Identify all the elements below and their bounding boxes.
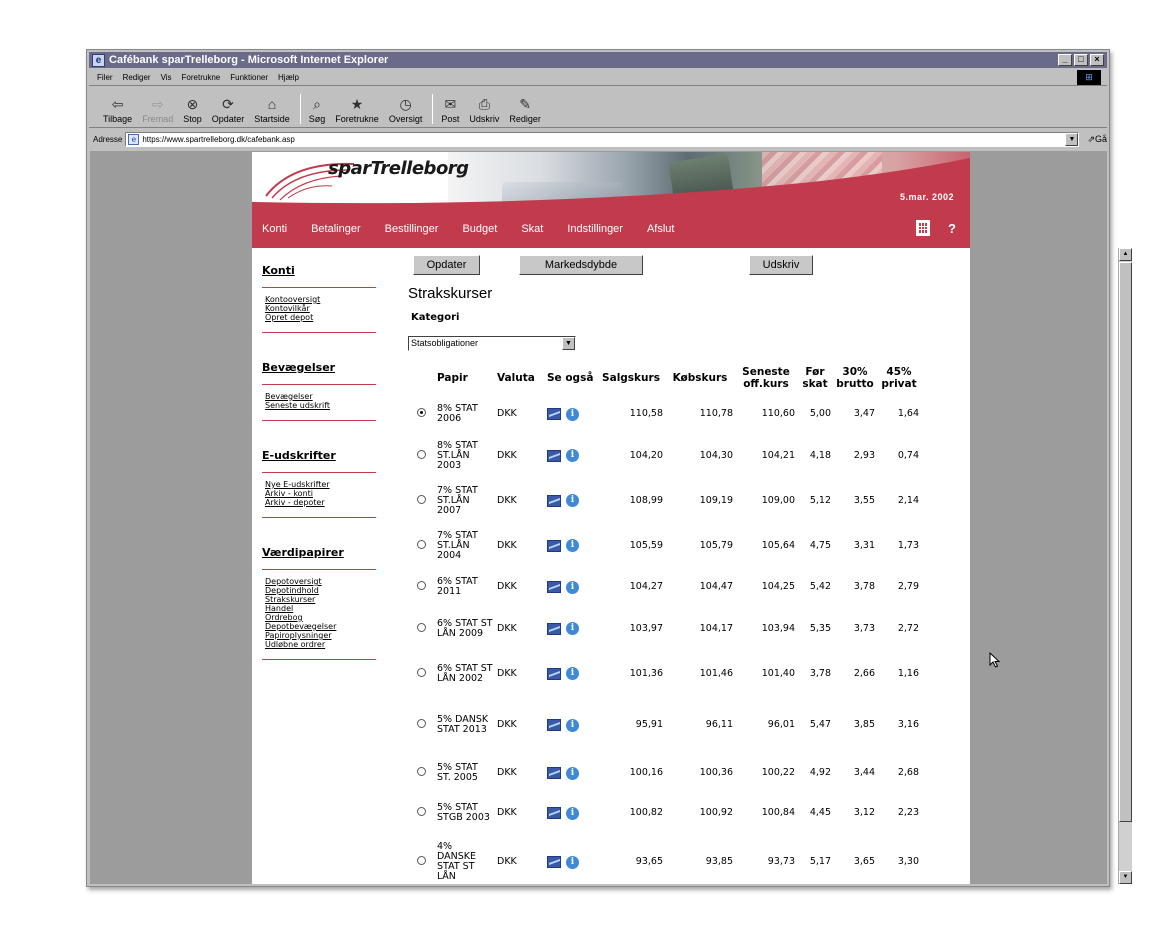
header-radio: [407, 361, 435, 395]
cell-30-brutto: 3,85: [853, 719, 875, 730]
print-button-label: Udskriv: [469, 114, 500, 124]
cell-papir: 7% STAT ST.LÅN 2007: [437, 484, 478, 516]
chart-icon[interactable]: [547, 668, 561, 680]
cell-valuta: DKK: [497, 494, 517, 506]
cell-45-privat: 1,73: [897, 539, 919, 551]
history-button[interactable]: [389, 96, 423, 127]
back-arrow-icon: ⇦: [111, 96, 124, 112]
forward-button-label: Fremad: [142, 114, 174, 124]
home-button-label: Startside: [254, 114, 290, 124]
sidebar-link[interactable]: Opret depot: [265, 313, 314, 322]
row-radio-cell: [407, 568, 435, 606]
mail-button-label: Post: [441, 114, 460, 124]
category-label: Kategori: [411, 312, 460, 323]
cell-papir: 8% STAT 2006: [437, 403, 478, 424]
search-button-label: Søg: [308, 114, 326, 124]
cell-papir: 6% STAT ST LÅN 2002: [437, 662, 493, 684]
sidebar-link[interactable]: Seneste udskrift: [265, 401, 331, 410]
nav-skat[interactable]: Skat: [521, 223, 544, 235]
sidebar-heading[interactable]: E-udskrifter: [262, 449, 376, 473]
cell-salgskurs: 104,27: [629, 581, 663, 592]
menu-funktioner[interactable]: Funktioner: [230, 72, 269, 82]
sidebar-section-bevaegelser: [262, 361, 376, 421]
chart-icon[interactable]: [547, 540, 561, 552]
info-icon[interactable]: i: [566, 767, 579, 780]
table-row[interactable]: [407, 696, 921, 754]
sidebar-link[interactable]: Kontovilkår: [265, 304, 310, 313]
cell-seneste: 109,00: [761, 494, 795, 506]
window-title: Cafébank sparTrelleborg - Microsoft Internet Explorer: [109, 54, 389, 66]
cell-kobskurs: 96,11: [705, 719, 733, 730]
sidebar-section-vaerdipapirer: [262, 546, 376, 660]
address-label: Adresse: [93, 134, 123, 144]
back-button-label: Tilbage: [103, 114, 133, 124]
sidebar-link[interactable]: Papiroplysninger: [265, 631, 332, 640]
sidebar-heading[interactable]: Konti: [262, 264, 376, 288]
row-radio-cell: [407, 792, 435, 834]
cell-45-privat: 3,30: [897, 856, 919, 867]
category-select-value: Statsobligationer: [411, 338, 479, 348]
row-radio-cell: [407, 696, 435, 754]
cell-kobskurs: 93,85: [705, 856, 733, 867]
print-icon: ⎙: [478, 96, 490, 112]
cell-valuta: DKK: [497, 449, 517, 461]
cell-valuta: DKK: [497, 667, 517, 679]
sidebar: [262, 264, 376, 688]
address-dropdown-icon[interactable]: ▼: [1065, 133, 1078, 146]
cell-45-privat: 2,14: [897, 494, 919, 506]
nav-budget[interactable]: Budget: [462, 223, 498, 235]
cell-salgskurs: 108,99: [629, 494, 663, 506]
info-icon[interactable]: i: [566, 494, 579, 507]
forward-button[interactable]: [142, 96, 173, 127]
cell-for-skat: 4,92: [809, 767, 831, 778]
cell-for-skat: 5,42: [809, 581, 831, 592]
cell-papir: 7% STAT ST.LÅN 2004: [437, 529, 478, 561]
bank-site: [252, 152, 1129, 884]
cell-seneste: 110,60: [761, 408, 795, 419]
cell-papir: 5% STAT ST. 2005: [437, 762, 478, 783]
cell-salgskurs: 104,20: [629, 449, 663, 461]
cell-valuta: DKK: [497, 767, 517, 778]
go-button[interactable]: [1087, 134, 1107, 145]
sidebar-links: [262, 480, 376, 518]
cell-for-skat: 5,00: [809, 408, 831, 419]
cell-for-skat: 4,18: [809, 449, 831, 461]
cell-kobskurs: 104,30: [699, 449, 733, 461]
cell-valuta: DKK: [497, 807, 517, 818]
row-radio[interactable]: [417, 581, 426, 590]
chevron-down-icon[interactable]: ▼: [562, 337, 575, 350]
header-for-skat: Før skat: [802, 366, 828, 390]
row-radio-cell: [407, 433, 435, 478]
cell-valuta: DKK: [497, 539, 517, 551]
windows-logo-icon: ⊞: [1077, 70, 1101, 85]
row-radio[interactable]: [417, 495, 426, 504]
chart-icon[interactable]: [547, 623, 561, 635]
cell-30-brutto: 3,65: [853, 856, 875, 867]
row-radio[interactable]: [417, 450, 426, 459]
row-radio[interactable]: [417, 668, 426, 677]
minimize-button[interactable]: _: [1058, 54, 1072, 66]
cell-seneste: 101,40: [761, 667, 795, 679]
sidebar-link[interactable]: Depotbevægelser: [265, 622, 337, 631]
refresh-icon: ⟳: [222, 96, 234, 112]
table-row[interactable]: [407, 568, 921, 606]
row-radio-cell: [407, 523, 435, 568]
sidebar-link[interactable]: Depotindhold: [265, 586, 319, 595]
header-valuta: Valuta: [497, 372, 535, 384]
row-radio-cell: [407, 651, 435, 696]
chart-icon[interactable]: [547, 581, 561, 593]
info-icon[interactable]: i: [566, 408, 579, 421]
address-input[interactable]: [125, 132, 1079, 147]
row-radio-cell: [407, 754, 435, 792]
favorites-icon: ★: [350, 96, 364, 112]
cell-kobskurs: 105,79: [699, 539, 733, 551]
header-salgskurs: Salgskurs: [602, 372, 660, 384]
cell-salgskurs: 101,36: [629, 667, 663, 679]
sidebar-link[interactable]: Strakskurser: [265, 595, 316, 604]
cell-45-privat: 2,23: [897, 807, 919, 818]
cell-kobskurs: 100,92: [699, 807, 733, 818]
cell-se-ogsaa: [545, 696, 597, 754]
scroll-thumb[interactable]: [1119, 262, 1132, 822]
favorites-button[interactable]: [335, 96, 379, 127]
nav-betalinger[interactable]: Betalinger: [311, 223, 361, 235]
cell-for-skat: 5,35: [809, 622, 831, 634]
window-controls: [1058, 54, 1104, 66]
nav-tools: [916, 220, 956, 236]
table-row[interactable]: [407, 523, 921, 568]
row-radio-cell: [407, 834, 435, 890]
table-row[interactable]: [407, 651, 921, 696]
header-30-brutto: 30% brutto: [836, 366, 874, 390]
main-content: [407, 248, 947, 884]
help-icon[interactable]: ?: [948, 220, 956, 236]
cell-for-skat: 5,47: [809, 719, 831, 730]
info-icon[interactable]: i: [566, 622, 579, 635]
edit-button-label: Rediger: [509, 114, 541, 124]
info-icon[interactable]: i: [566, 581, 579, 594]
cell-seneste: 103,94: [761, 622, 795, 634]
history-icon: ◷: [399, 96, 412, 112]
stop-icon: ⊗: [186, 96, 199, 112]
sidebar-link[interactable]: Ordrebog: [265, 613, 303, 622]
row-radio[interactable]: [417, 540, 426, 549]
site-nav: [252, 210, 970, 248]
cell-seneste: 96,01: [767, 719, 795, 730]
sidebar-section-e-udskrifter: [262, 449, 376, 518]
nav-bestillinger[interactable]: Bestillinger: [384, 223, 439, 235]
home-button[interactable]: [254, 96, 290, 127]
cell-se-ogsaa: [545, 651, 597, 696]
nav-konti[interactable]: Konti: [262, 223, 288, 235]
cell-30-brutto: 3,44: [853, 767, 875, 778]
toolbar: [89, 88, 1107, 128]
chart-icon[interactable]: [547, 767, 561, 779]
category-select[interactable]: [408, 336, 576, 351]
sidebar-link[interactable]: Nye E-udskrifter: [265, 480, 330, 489]
info-icon[interactable]: i: [566, 539, 579, 552]
cell-se-ogsaa: [545, 523, 597, 568]
address-bar: [89, 130, 1107, 148]
cell-valuta: DKK: [497, 622, 517, 634]
table-row[interactable]: [407, 433, 921, 478]
mail-icon: ✉: [444, 96, 457, 112]
update-button[interactable]: Opdater: [413, 255, 480, 275]
cell-se-ogsaa: [545, 433, 597, 478]
stop-button-label: Stop: [183, 114, 202, 124]
row-radio-cell: [407, 478, 435, 523]
cell-salgskurs: 100,82: [629, 807, 663, 818]
print-button[interactable]: [469, 96, 499, 127]
sidebar-links: [262, 577, 376, 660]
header-se-ogsaa: Se også: [547, 372, 594, 384]
cell-papir: 5% DANSK STAT 2013: [437, 714, 489, 735]
cell-salgskurs: 93,65: [635, 856, 663, 867]
brand-name: sparTrelleborg: [328, 158, 469, 179]
cell-kobskurs: 109,19: [699, 494, 733, 506]
cell-se-ogsaa: [545, 568, 597, 606]
menu-hjaelp[interactable]: Hjælp: [278, 72, 299, 82]
row-radio-cell: [407, 395, 435, 433]
print-page-button[interactable]: Udskriv: [749, 255, 813, 275]
row-radio[interactable]: [417, 807, 426, 816]
menu-foretrukne[interactable]: Foretrukne: [181, 72, 221, 82]
go-label: Gå: [1094, 133, 1107, 144]
quotes-table: [407, 361, 921, 890]
vertical-scrollbar[interactable]: [1118, 248, 1132, 884]
cell-se-ogsaa: [545, 792, 597, 834]
refresh-button[interactable]: [212, 96, 245, 127]
cell-papir: 8% STAT ST.LÅN 2003: [437, 439, 478, 471]
cell-45-privat: 2,72: [897, 622, 919, 634]
chart-icon[interactable]: [547, 450, 561, 462]
cell-papir: 4% DANSKE STAT ST LÅN: [437, 841, 477, 882]
info-icon[interactable]: i: [566, 449, 579, 462]
favorites-button-label: Foretrukne: [335, 114, 379, 124]
sidebar-link[interactable]: Udløbne ordrer: [265, 640, 326, 649]
page-title: Strakskurser: [408, 285, 493, 302]
header-papir: Papir: [437, 372, 468, 384]
header-kobskurs: Købskurs: [672, 372, 728, 384]
sidebar-link[interactable]: Arkiv - depoter: [265, 498, 325, 507]
header-45-privat: 45% privat: [881, 366, 917, 390]
cell-30-brutto: 3,47: [853, 408, 875, 419]
menu-filer[interactable]: Filer: [97, 72, 113, 82]
sidebar-link[interactable]: Bevægelser: [265, 392, 313, 401]
cell-valuta: DKK: [497, 581, 517, 592]
row-radio[interactable]: [417, 408, 426, 417]
cell-45-privat: 1,64: [897, 408, 919, 419]
row-radio[interactable]: [417, 623, 426, 632]
search-icon: ⌕: [313, 96, 321, 112]
cell-se-ogsaa: [545, 395, 597, 433]
toolbar-separator: [300, 94, 301, 124]
forward-arrow-icon: ⇨: [151, 96, 164, 112]
nav-indstillinger[interactable]: Indstillinger: [567, 223, 623, 235]
market-depth-button[interactable]: Markedsdybde: [519, 255, 643, 275]
sidebar-link[interactable]: Depotoversigt: [265, 577, 322, 586]
cell-valuta: DKK: [497, 408, 517, 419]
info-icon[interactable]: i: [566, 856, 579, 869]
cell-seneste: 104,21: [761, 449, 795, 461]
chart-icon[interactable]: [547, 495, 561, 507]
cell-kobskurs: 110,78: [699, 408, 733, 419]
cell-seneste: 105,64: [761, 539, 795, 551]
sidebar-link[interactable]: Arkiv - konti: [265, 489, 313, 498]
sidebar-heading[interactable]: Bevægelser: [262, 361, 376, 385]
menu-bar: [89, 69, 1107, 86]
cell-kobskurs: 104,17: [699, 622, 733, 634]
header-seneste: Seneste off.kurs: [742, 366, 790, 390]
quotes-body: [407, 395, 921, 890]
refresh-button-label: Opdater: [211, 114, 245, 124]
cell-salgskurs: 95,91: [635, 719, 663, 730]
cell-for-skat: 3,78: [809, 667, 831, 679]
mail-button[interactable]: [441, 96, 459, 127]
cell-papir: 5% STAT STGB 2003: [437, 802, 490, 823]
cell-se-ogsaa: [545, 754, 597, 792]
sidebar-heading[interactable]: Værdipapirer: [262, 546, 376, 570]
cell-seneste: 104,25: [761, 581, 795, 592]
mouse-cursor-icon: [989, 652, 1001, 669]
sidebar-link[interactable]: Handel: [265, 604, 294, 613]
banner-date: 5.mar. 2002: [899, 192, 954, 202]
cell-seneste: 100,22: [761, 767, 795, 778]
table-header-row: [407, 361, 921, 395]
chart-icon[interactable]: [547, 856, 561, 868]
page-icon: e: [128, 134, 139, 145]
cell-se-ogsaa: [545, 478, 597, 523]
cell-salgskurs: 105,59: [629, 539, 663, 551]
chart-icon[interactable]: [547, 807, 561, 819]
cell-seneste: 100,84: [761, 807, 795, 818]
sidebar-links: [262, 295, 376, 333]
cell-30-brutto: 3,73: [853, 622, 875, 634]
cell-se-ogsaa: [545, 834, 597, 890]
cell-seneste: 93,73: [767, 856, 795, 867]
go-arrow-icon: ⇗: [1087, 133, 1095, 144]
cell-30-brutto: 3,55: [853, 494, 875, 506]
cell-kobskurs: 104,47: [699, 581, 733, 592]
cell-for-skat: 5,12: [809, 494, 831, 506]
close-button[interactable]: ×: [1090, 54, 1104, 66]
table-row[interactable]: [407, 478, 921, 523]
nav-afslut[interactable]: Afslut: [646, 223, 675, 235]
cell-for-skat: 4,45: [809, 807, 831, 818]
info-icon[interactable]: i: [566, 667, 579, 680]
table-row[interactable]: [407, 606, 921, 651]
back-button[interactable]: [103, 96, 132, 127]
cell-for-skat: 4,75: [809, 539, 831, 551]
cell-45-privat: 2,68: [897, 767, 919, 778]
row-radio[interactable]: [417, 856, 426, 865]
address-url: https://www.spartrelleborg.dk/cafebank.asp: [142, 134, 295, 144]
menu-vis[interactable]: Vis: [160, 72, 172, 82]
cell-salgskurs: 100,16: [629, 767, 663, 778]
row-radio-cell: [407, 606, 435, 651]
sidebar-link[interactable]: Kontooversigt: [265, 295, 321, 304]
calculator-icon[interactable]: [916, 220, 930, 236]
browser-window: [86, 49, 1129, 887]
cell-se-ogsaa: [545, 606, 597, 651]
chart-icon[interactable]: [547, 719, 561, 731]
table-row[interactable]: [407, 834, 921, 890]
cell-30-brutto: 2,66: [853, 667, 875, 679]
table-row[interactable]: [407, 754, 921, 792]
site-banner: [252, 152, 970, 210]
sidebar-links: [262, 392, 376, 421]
edit-icon: ✎: [519, 96, 531, 112]
row-radio[interactable]: [417, 767, 426, 776]
chart-icon[interactable]: [547, 408, 561, 420]
stop-button[interactable]: [183, 96, 202, 127]
scroll-down-icon[interactable]: ▼: [1119, 871, 1132, 884]
cell-salgskurs: 103,97: [629, 622, 663, 634]
title-bar: [89, 52, 1107, 68]
cell-for-skat: 5,17: [809, 856, 831, 867]
sidebar-section-konti: [262, 264, 376, 333]
history-button-label: Oversigt: [388, 114, 423, 124]
cell-45-privat: 1,16: [897, 667, 919, 679]
cell-45-privat: 3,16: [897, 719, 919, 730]
table-row[interactable]: [407, 792, 921, 834]
cell-45-privat: 0,74: [897, 449, 919, 461]
cell-valuta: DKK: [497, 856, 517, 867]
cell-30-brutto: 2,93: [853, 449, 875, 461]
page-viewport: [90, 151, 1129, 884]
search-button[interactable]: [309, 96, 326, 127]
menu-rediger[interactable]: Rediger: [122, 72, 151, 82]
cell-45-privat: 2,79: [897, 581, 919, 592]
cell-valuta: DKK: [497, 719, 517, 730]
cell-papir: 6% STAT 2011: [437, 576, 478, 597]
ie-logo-icon: e: [92, 54, 105, 67]
cell-kobskurs: 101,46: [699, 667, 733, 679]
info-icon[interactable]: i: [566, 807, 579, 820]
scroll-up-icon[interactable]: ▲: [1119, 248, 1132, 261]
cell-30-brutto: 3,31: [853, 539, 875, 551]
cell-salgskurs: 110,58: [629, 408, 663, 419]
action-buttons: [413, 255, 933, 275]
edit-button[interactable]: [509, 96, 541, 127]
maximize-button[interactable]: □: [1074, 54, 1088, 66]
cell-kobskurs: 100,36: [699, 767, 733, 778]
row-radio[interactable]: [417, 719, 426, 728]
cell-30-brutto: 3,12: [853, 807, 875, 818]
table-row[interactable]: [407, 395, 921, 433]
info-icon[interactable]: i: [566, 719, 579, 732]
toolbar-separator: [432, 94, 433, 124]
cell-30-brutto: 3,78: [853, 581, 875, 592]
cell-papir: 6% STAT ST LÅN 2009: [437, 617, 493, 639]
home-icon: ⌂: [267, 96, 277, 112]
